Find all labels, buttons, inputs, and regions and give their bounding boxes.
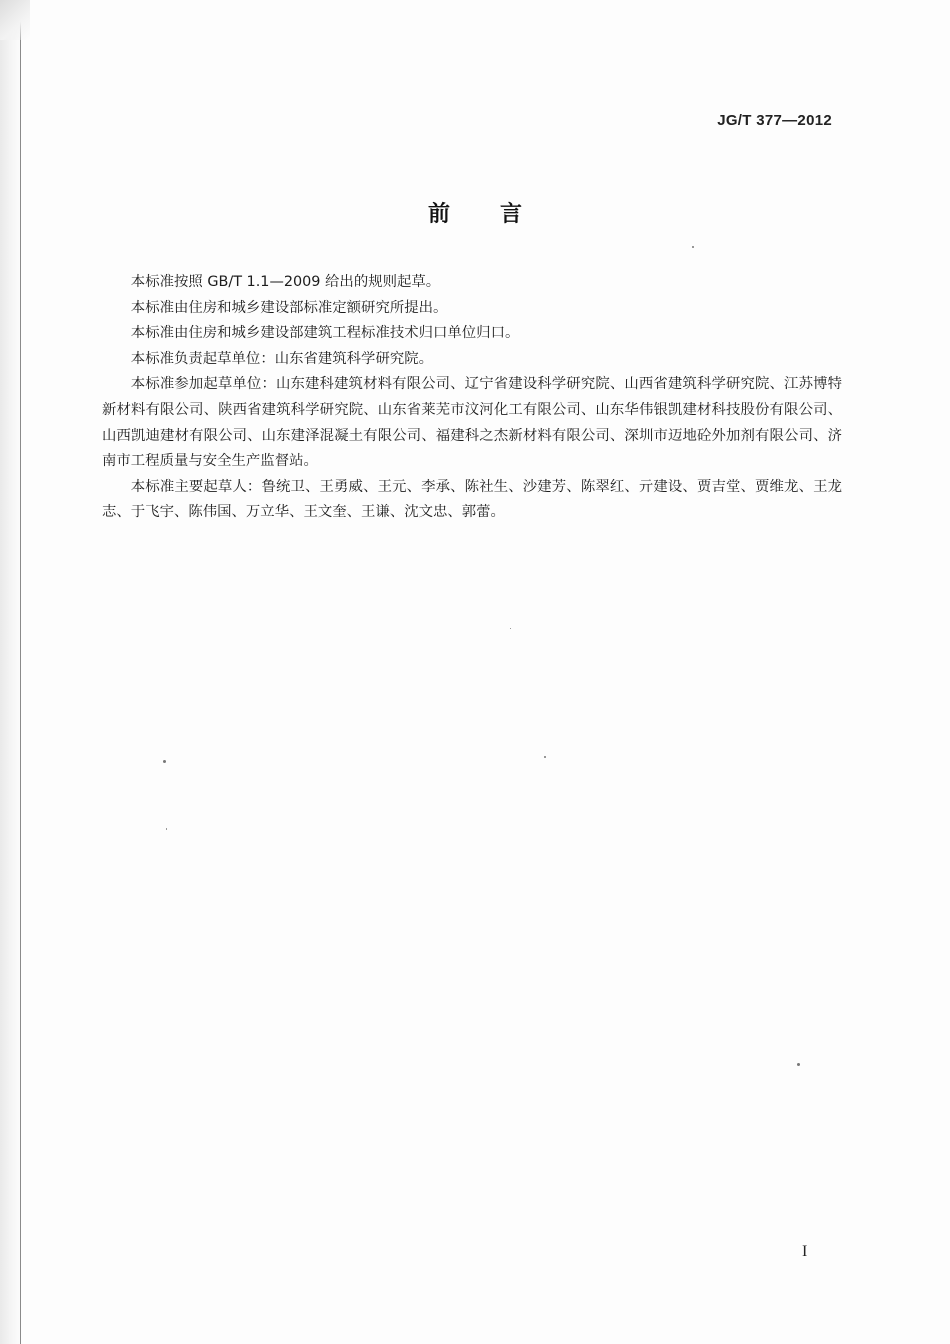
scan-speck	[797, 1063, 800, 1066]
standard-number: JG/T 377—2012	[717, 112, 832, 129]
scan-speck	[544, 756, 546, 758]
page-title: 前言	[427, 202, 572, 227]
scan-corner-fold	[0, 0, 30, 40]
scan-speck	[163, 760, 166, 763]
paragraph-main-drafters: 本标准主要起草人：鲁统卫、王勇威、王元、李承、陈社生、沙建芳、陈翠红、亓建设、贾吉堂、贾维龙、王龙志、于飞宇、陈伟国、万立华、王文奎、王谦、沈文忠、郭蕾。	[102, 478, 842, 521]
scan-speck	[510, 628, 511, 629]
paragraph-drafting-rules: 本标准按照 GB/T 1.1—2009 给出的规则起草。	[130, 274, 441, 290]
page-number: I	[802, 1243, 808, 1260]
paragraph-administrator: 本标准由住房和城乡建设部建筑工程标准技术归口单位归口。	[130, 325, 520, 342]
scan-speck	[692, 246, 694, 248]
scan-speck	[166, 828, 167, 830]
paragraph-participating-units: 本标准参加起草单位：山东建科建筑材料有限公司、辽宁省建设科学研究院、山西省建筑科学研究院、江苏博特新材料有限公司、陕西省建筑科学研究院、山东省莱芜市汶河化工有限公司、山东华伟银凯建材科技股份有限公司、山西凯迪建材有限公司、山东建泽混凝土有限公司、福建科之杰新材料有限公司、深圳市迈地砼外加剂有限公司、济南市工程质量与安全生产监督站。	[102, 376, 842, 470]
foreword-body	[102, 270, 842, 526]
paragraph-proposer: 本标准由住房和城乡建设部标准定额研究所提出。	[130, 299, 448, 316]
paragraph-lead-drafter: 本标准负责起草单位：山东省建筑科学研究院。	[130, 350, 434, 367]
